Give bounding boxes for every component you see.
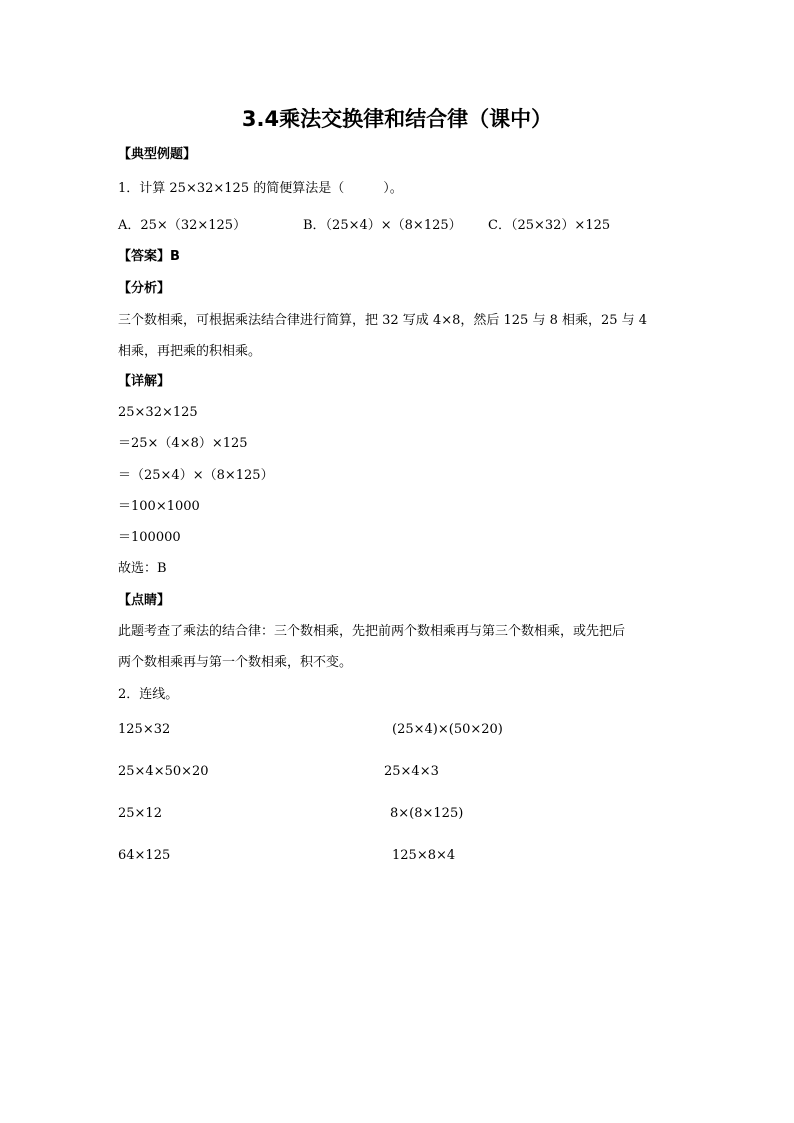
- question-1-option-c: C．（25×32）×125: [488, 218, 611, 233]
- comment-line-2: 两个数相乘再与第一个数相乘，积不变。: [118, 655, 353, 670]
- section-heading: 【典型例题】: [118, 147, 197, 162]
- question-1-option-b: B．（25×4）×（8×125）: [303, 218, 462, 233]
- detail-heading: 【详解】: [118, 374, 171, 389]
- detail-line-6: 故选：B: [118, 561, 167, 576]
- question-2-stem: 2．连线。: [118, 687, 179, 702]
- question-1-stem: 1．计算 25×32×125 的简便算法是（ ）。: [118, 181, 403, 196]
- match-left-2: 25×4×50×20: [118, 764, 209, 779]
- match-right-3: 8×(8×125): [390, 806, 464, 821]
- match-left-1: 125×32: [118, 722, 171, 737]
- detail-line-4: ＝100×1000: [118, 499, 200, 514]
- document-title: 3.4乘法交换律和结合律（课中）: [241, 107, 553, 131]
- match-left-4: 64×125: [118, 848, 171, 863]
- analysis-line-1: 三个数相乘，可根据乘法结合律进行简算，把 32 写成 4×8，然后 125 与 8 相乘，25 与 4: [118, 313, 648, 328]
- detail-line-1: 25×32×125: [118, 405, 198, 420]
- comment-heading: 【点睛】: [118, 593, 171, 608]
- question-1-option-a: A．25×（32×125）: [118, 218, 247, 233]
- question-1-answer: 【答案】B: [118, 249, 180, 264]
- match-right-1: (25×4)×(50×20): [392, 722, 503, 737]
- detail-line-5: ＝100000: [118, 530, 181, 545]
- analysis-line-2: 相乘，再把乘的积相乘。: [118, 344, 262, 359]
- detail-line-3: ＝（25×4）×（8×125）: [118, 468, 274, 483]
- match-right-2: 25×4×3: [384, 764, 439, 779]
- comment-line-1: 此题考查了乘法的结合律：三个数相乘，先把前两个数相乘再与第三个数相乘，或先把后: [118, 624, 626, 639]
- match-right-4: 125×8×4: [392, 848, 456, 863]
- detail-line-2: ＝25×（4×8）×125: [118, 436, 248, 451]
- match-left-3: 25×12: [118, 806, 162, 821]
- analysis-heading: 【分析】: [118, 281, 171, 296]
